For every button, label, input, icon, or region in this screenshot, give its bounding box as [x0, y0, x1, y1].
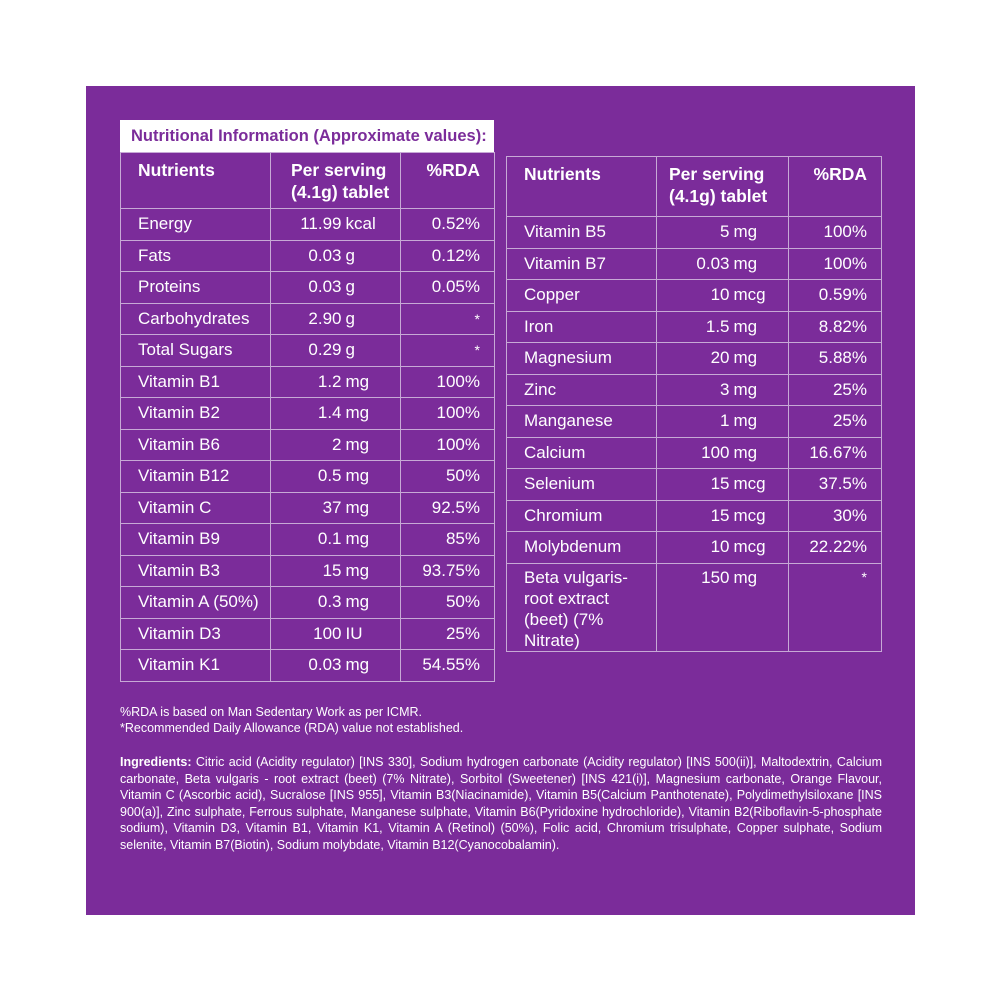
table-row	[507, 343, 882, 375]
nutrient-name: Iron	[507, 311, 657, 343]
table-row	[507, 374, 882, 406]
nutrient-rda: 30%	[789, 500, 882, 532]
nutrient-unit: mg	[734, 311, 789, 343]
header-nutrients: Nutrients	[507, 157, 657, 217]
header-rda: %RDA	[401, 153, 495, 209]
nutrient-name: Calcium	[507, 437, 657, 469]
nutrient-amount: 37	[271, 492, 346, 524]
table-row	[507, 217, 882, 249]
nutrient-name: Chromium	[507, 500, 657, 532]
nutrient-rda: 100%	[401, 429, 495, 461]
nutrient-rda: 8.82%	[789, 311, 882, 343]
nutrient-amount: 0.03	[271, 272, 346, 304]
nutrient-rda: 100%	[789, 217, 882, 249]
nutrient-amount: 15	[271, 555, 346, 587]
nutrient-amount: 15	[657, 469, 734, 501]
nutrient-name: Vitamin A (50%)	[121, 587, 271, 619]
nutrient-unit: mg	[734, 406, 789, 438]
nutrient-unit: mg	[346, 398, 401, 430]
rda-notes	[120, 704, 880, 736]
nutrient-rda: 0.52%	[401, 209, 495, 241]
nutrient-unit: mg	[734, 248, 789, 280]
nutrient-unit: g	[346, 272, 401, 304]
nutrient-rda: 100%	[401, 366, 495, 398]
nutrient-amount: 150	[657, 563, 734, 651]
nutrient-amount: 100	[271, 618, 346, 650]
table-row	[121, 524, 495, 556]
nutrient-rda: 0.05%	[401, 272, 495, 304]
table-row	[507, 311, 882, 343]
nutrition-table-right	[506, 156, 882, 652]
nutrient-rda: 0.59%	[789, 280, 882, 312]
ingredients-label: Ingredients:	[120, 755, 192, 769]
table-row	[507, 469, 882, 501]
table-row	[121, 398, 495, 430]
nutrient-amount: 20	[657, 343, 734, 375]
table-row	[121, 461, 495, 493]
nutrient-name: Selenium	[507, 469, 657, 501]
table-row	[121, 618, 495, 650]
nutrient-name: Fats	[121, 240, 271, 272]
nutrition-panel	[86, 86, 915, 915]
rda-note-asterisk: *Recommended Daily Allowance (RDA) value not established.	[120, 721, 464, 735]
nutrient-rda: 93.75%	[401, 555, 495, 587]
nutrient-name: Vitamin B7	[507, 248, 657, 280]
header-per-serving: Per serving (4.1g) tablet	[271, 153, 401, 209]
nutrient-amount: 0.5	[271, 461, 346, 493]
nutrient-rda: 22.22%	[789, 532, 882, 564]
nutrient-amount: 15	[657, 500, 734, 532]
nutrient-rda: 16.67%	[789, 437, 882, 469]
nutrient-rda: 0.12%	[401, 240, 495, 272]
nutrient-name: Vitamin B9	[121, 524, 271, 556]
nutrient-amount: 1.4	[271, 398, 346, 430]
nutrition-table-left	[120, 152, 495, 682]
nutrient-rda: 25%	[401, 618, 495, 650]
nutrient-rda: 54.55%	[401, 650, 495, 682]
nutrient-amount: 0.1	[271, 524, 346, 556]
nutrient-unit: mcg	[734, 532, 789, 564]
table-row	[507, 248, 882, 280]
nutrient-name: Magnesium	[507, 343, 657, 375]
nutrient-unit: mg	[734, 343, 789, 375]
nutrient-amount: 1.2	[271, 366, 346, 398]
nutrient-name: Vitamin B1	[121, 366, 271, 398]
nutrient-rda: *	[401, 303, 495, 335]
nutrient-amount: 100	[657, 437, 734, 469]
nutrient-amount: 0.03	[657, 248, 734, 280]
header-nutrients: Nutrients	[121, 153, 271, 209]
nutrient-rda: 50%	[401, 461, 495, 493]
nutrient-unit: mcg	[734, 469, 789, 501]
nutrient-name: Copper	[507, 280, 657, 312]
rda-note-basis: %RDA is based on Man Sedentary Work as per ICMR.	[120, 705, 422, 719]
table-row	[507, 500, 882, 532]
nutrient-name: Vitamin C	[121, 492, 271, 524]
nutrient-rda: 92.5%	[401, 492, 495, 524]
nutrient-name: Vitamin K1	[121, 650, 271, 682]
nutrient-amount: 1	[657, 406, 734, 438]
nutrient-amount: 3	[657, 374, 734, 406]
nutrient-rda: 5.88%	[789, 343, 882, 375]
nutrient-rda: 25%	[789, 406, 882, 438]
nutrient-unit: mg	[346, 492, 401, 524]
nutrient-amount: 1.5	[657, 311, 734, 343]
table-header-row	[507, 157, 882, 217]
table-row	[121, 335, 495, 367]
nutrient-rda: 100%	[401, 398, 495, 430]
nutrient-unit: mg	[346, 650, 401, 682]
nutrient-amount: 2.90	[271, 303, 346, 335]
table-header-row	[121, 153, 495, 209]
table-row	[121, 650, 495, 682]
nutrient-unit: mg	[346, 366, 401, 398]
nutrient-rda: *	[789, 563, 882, 651]
nutrient-unit: mg	[346, 555, 401, 587]
table-row	[507, 406, 882, 438]
nutrient-rda: 85%	[401, 524, 495, 556]
nutrient-name: Beta vulgaris-root extract (beet) (7% Nitrate)	[507, 563, 657, 651]
table-row	[121, 429, 495, 461]
nutrition-title: Nutritional Information (Approximate values):	[120, 120, 494, 152]
nutrient-name: Carbohydrates	[121, 303, 271, 335]
nutrient-unit: mcg	[734, 280, 789, 312]
nutrient-unit: mg	[734, 374, 789, 406]
nutrient-name: Molybdenum	[507, 532, 657, 564]
nutrient-unit: g	[346, 335, 401, 367]
nutrient-amount: 11.99	[271, 209, 346, 241]
table-row	[507, 532, 882, 564]
nutrient-name: Vitamin B6	[121, 429, 271, 461]
nutrient-rda: 100%	[789, 248, 882, 280]
table-row	[507, 563, 882, 651]
table-row	[507, 280, 882, 312]
nutrient-amount: 10	[657, 532, 734, 564]
nutrient-unit: IU	[346, 618, 401, 650]
nutrient-name: Manganese	[507, 406, 657, 438]
nutrient-name: Zinc	[507, 374, 657, 406]
nutrient-name: Vitamin B5	[507, 217, 657, 249]
nutrient-name: Vitamin B12	[121, 461, 271, 493]
header-rda: %RDA	[789, 157, 882, 217]
nutrient-unit: mg	[346, 429, 401, 461]
table-row	[121, 272, 495, 304]
nutrient-name: Energy	[121, 209, 271, 241]
nutrient-amount: 0.3	[271, 587, 346, 619]
table-row	[121, 209, 495, 241]
table-row	[121, 492, 495, 524]
nutrient-unit: mcg	[734, 500, 789, 532]
nutrient-name: Vitamin B3	[121, 555, 271, 587]
nutrient-amount: 5	[657, 217, 734, 249]
nutrient-unit: mg	[346, 587, 401, 619]
nutrient-rda: 50%	[401, 587, 495, 619]
nutrient-unit: mg	[734, 217, 789, 249]
nutrient-amount: 10	[657, 280, 734, 312]
table-row	[121, 303, 495, 335]
nutrient-rda: *	[401, 335, 495, 367]
nutrient-unit: g	[346, 240, 401, 272]
header-per-serving: Per serving (4.1g) tablet	[657, 157, 789, 217]
table-row	[121, 366, 495, 398]
ingredients-list: Citric acid (Acidity regulator) [INS 330], Sodium hydrogen carbonate (Acidity regulator) [INS 500(ii)], Maltodextrin, Calcium carbonate, Beta vulgaris - root extract (beet) (7% Nitrate), Sorbitol (Sweetener) [INS 421(i)], Magnesium carbonate, Orange Flavour, Vitamin C (Ascorbic acid), Sucralose [INS 955], Vitamin B3(Niacinamide), Vitamin B5(Calcium Panthotenate), Polydimethylsiloxane [INS 900(a)], Zinc sulphate, Ferrous sulphate, Manganese sulphate, Vitamin B6(Pyridoxine hydrochloride), Vitamin B2(Riboflavin-5-phosphate sodium), Vitamin D3, Vitamin B1, Vitamin K1, Vitamin A (Retinol) (50%), Folic acid, Chromium trisulphate, Copper sulphate, Sodium selenite, Vitamin B7(Biotin), Sodium molybdate, Vitamin B12(Cyanocobalamin).	[120, 755, 882, 852]
nutrient-unit: mg	[734, 437, 789, 469]
nutrient-amount: 0.03	[271, 240, 346, 272]
nutrient-amount: 0.03	[271, 650, 346, 682]
table-row	[121, 587, 495, 619]
nutrient-rda: 25%	[789, 374, 882, 406]
nutrient-unit: mg	[734, 563, 789, 651]
nutrient-amount: 2	[271, 429, 346, 461]
nutrient-unit: g	[346, 303, 401, 335]
nutrient-name: Vitamin B2	[121, 398, 271, 430]
ingredients-text	[120, 754, 882, 854]
nutrient-unit: kcal	[346, 209, 401, 241]
table-row	[121, 240, 495, 272]
nutrient-amount: 0.29	[271, 335, 346, 367]
nutrient-name: Vitamin D3	[121, 618, 271, 650]
table-row	[121, 555, 495, 587]
nutrient-unit: mg	[346, 524, 401, 556]
nutrient-rda: 37.5%	[789, 469, 882, 501]
table-row	[507, 437, 882, 469]
nutrient-name: Total Sugars	[121, 335, 271, 367]
nutrient-unit: mg	[346, 461, 401, 493]
nutrient-name: Proteins	[121, 272, 271, 304]
